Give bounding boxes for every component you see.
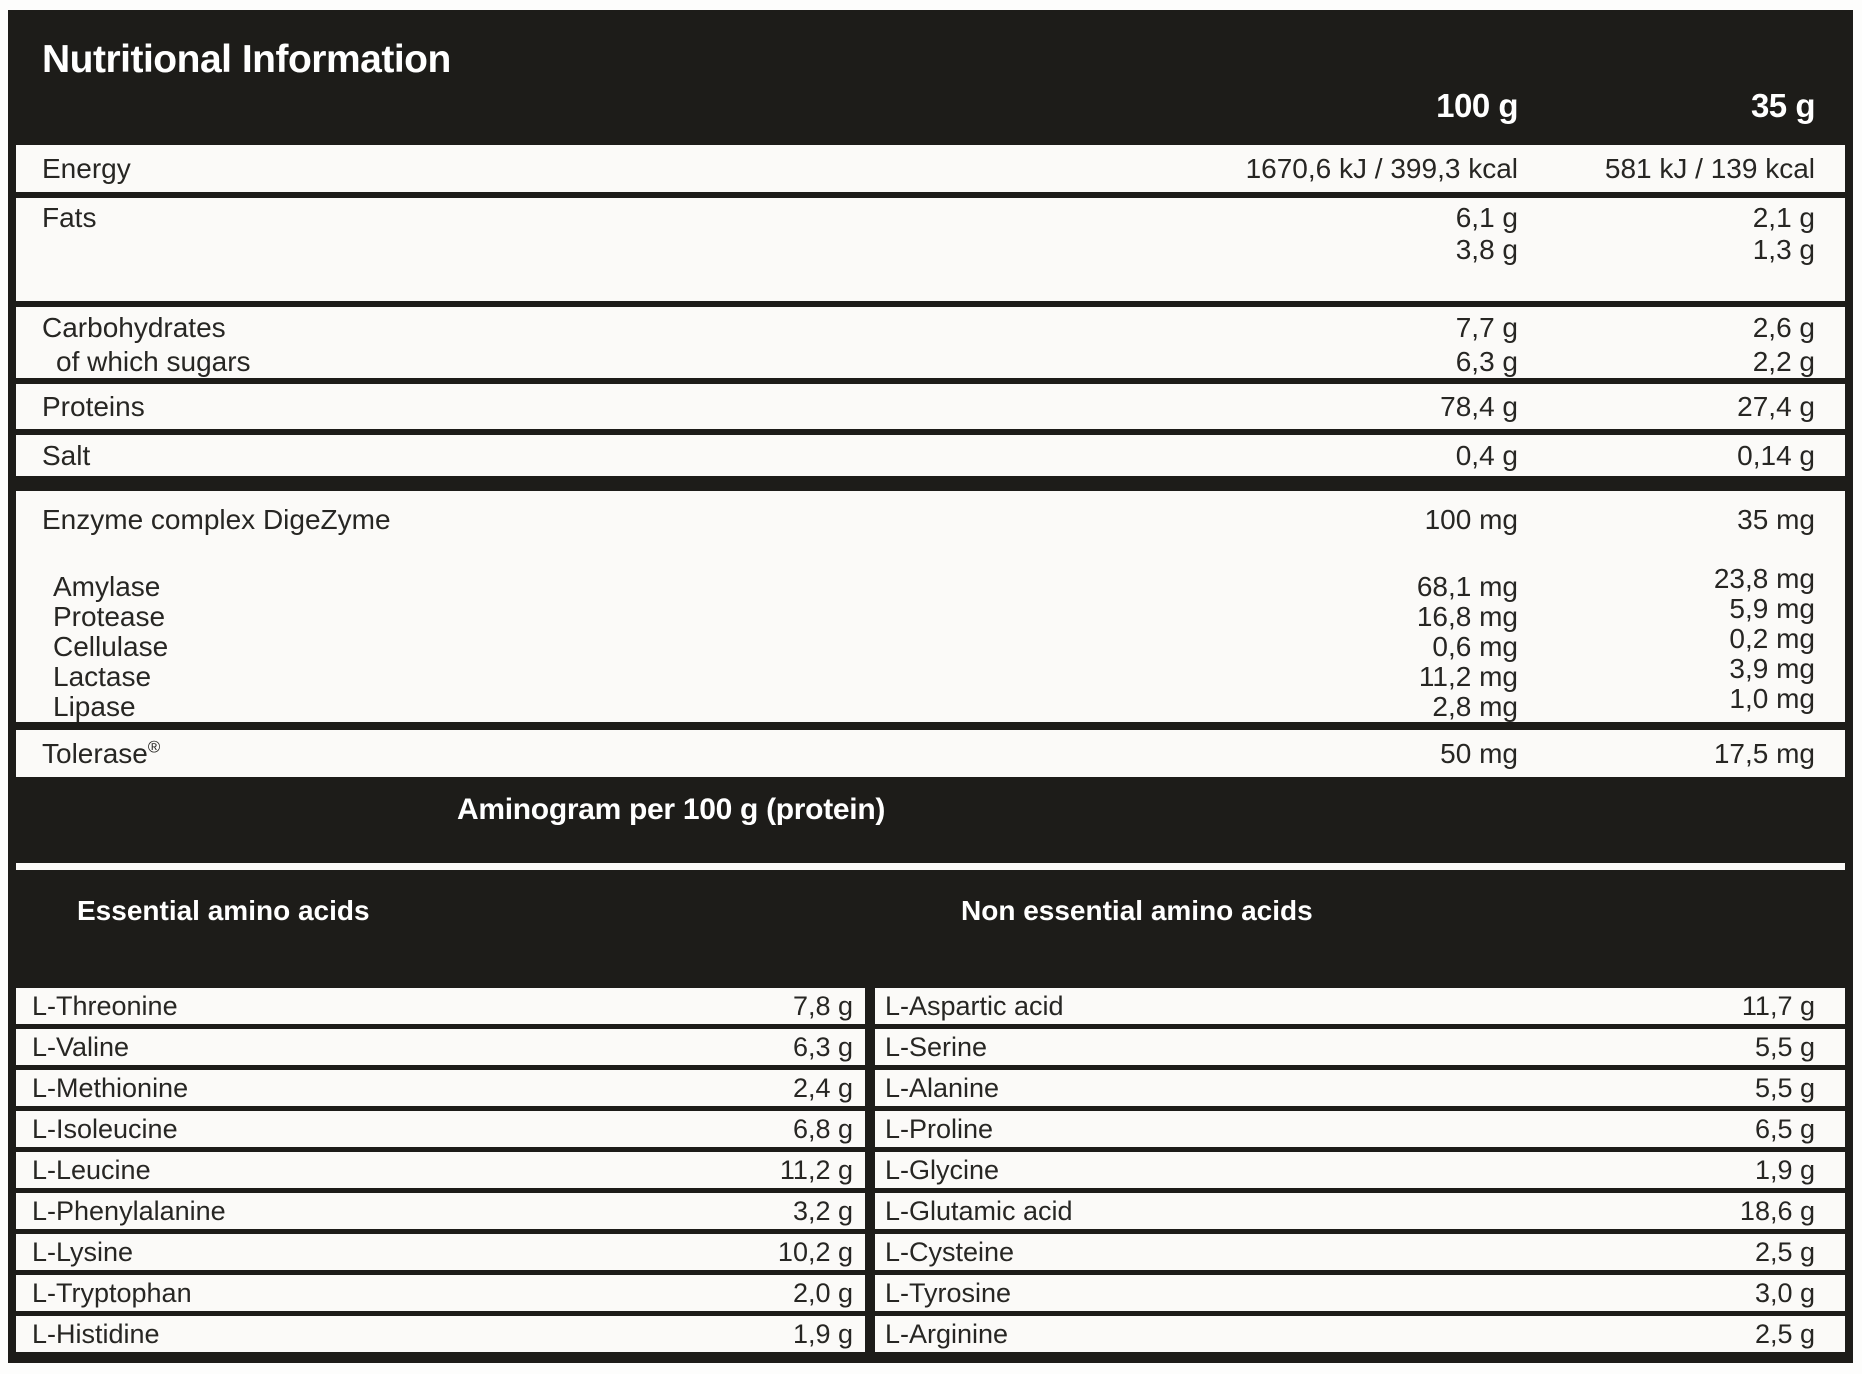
row-label: of which sugars — [56, 345, 251, 377]
value-100g: 78,4 g — [1440, 391, 1518, 422]
enzyme-labels — [16, 572, 1105, 722]
value-35g: 23,8 mg — [1713, 563, 1815, 594]
nutrition-row-energy — [16, 145, 1845, 192]
amino-name: L-Threonine — [32, 991, 178, 1021]
table-row — [875, 1029, 1845, 1070]
amino-name: L-Phenylalanine — [32, 1196, 226, 1226]
value-35g: 35 mg — [1737, 504, 1815, 535]
value-100g: 68,1 mg — [1416, 571, 1518, 602]
nutrition-row-sugars — [16, 344, 1845, 378]
amino-value: 11,7 g — [1741, 991, 1815, 1021]
aminogram-band — [16, 777, 1845, 988]
amino-value: 3,2 g — [792, 1196, 853, 1226]
value-35g: 17,5 mg — [1713, 738, 1815, 769]
value-100g: 0,4 g — [1455, 440, 1518, 471]
amino-name: L-Proline — [885, 1114, 994, 1144]
table-row — [16, 1111, 865, 1152]
amino-value: 5,5 g — [1754, 1032, 1815, 1062]
value-100g: 1670,6 kJ / 399,3 kcal — [1245, 153, 1518, 184]
nutrition-table — [16, 145, 1845, 777]
value-35g: 0,14 g — [1737, 440, 1815, 471]
registered-mark: ® — [147, 737, 161, 757]
value-35g: 27,4 g — [1737, 391, 1815, 422]
value-100g: 0,6 mg — [1432, 631, 1518, 662]
value-35g: 2,2 g — [1752, 345, 1815, 377]
nutrition-row-proteins — [16, 384, 1845, 429]
amino-name: L-Serine — [885, 1032, 988, 1062]
value-35g: 5,9 mg — [1729, 593, 1815, 624]
amino-name: L-Isoleucine — [32, 1114, 178, 1144]
non-essential-table — [875, 988, 1845, 1352]
value-100g: 100 mg — [1424, 504, 1518, 535]
row-label: Salt — [42, 440, 91, 471]
row-label: Enzyme complex DigeZyme — [42, 504, 391, 535]
amino-value: 5,5 g — [1754, 1073, 1815, 1103]
value-100g: 6,3 g — [1455, 345, 1518, 377]
amino-value: 10,2 g — [777, 1237, 853, 1267]
value-100g: 50 mg — [1440, 738, 1518, 769]
value-35g: 2,6 g — [1752, 312, 1815, 343]
column-headers — [16, 86, 1845, 124]
row-label: Lactase — [53, 661, 152, 692]
table-row — [16, 1234, 865, 1275]
table-row — [875, 1316, 1845, 1352]
value-100g: 3,8 g — [1455, 234, 1518, 265]
amino-name: L-Tyrosine — [885, 1278, 1012, 1308]
nutrition-row-carbohydrates — [16, 307, 1845, 344]
amino-value: 2,5 g — [1754, 1319, 1815, 1349]
essential-heading: Essential amino acids — [77, 895, 370, 926]
enzyme-values-35g — [1525, 564, 1845, 714]
table-row — [875, 1111, 1845, 1152]
amino-name: L-Valine — [32, 1032, 130, 1062]
amino-name: L-Tryptophan — [32, 1278, 192, 1308]
aminogram-heading: Aminogram per 100 g (protein) — [457, 793, 886, 826]
amino-name: L-Lysine — [32, 1237, 134, 1267]
spacer — [16, 264, 1845, 301]
column-header-100g: 100 g — [1436, 86, 1518, 124]
table-row — [875, 1070, 1845, 1111]
amino-value: 3,0 g — [1754, 1278, 1815, 1308]
enzyme-values-100g — [1105, 572, 1525, 722]
thick-divider — [16, 476, 1845, 491]
table-row — [875, 1152, 1845, 1193]
aminogram-column-headings — [16, 896, 1845, 926]
amino-value: 6,3 g — [792, 1032, 853, 1062]
table-gap — [865, 988, 875, 1352]
amino-name: L-Leucine — [32, 1155, 151, 1185]
row-label: Lipase — [53, 691, 136, 722]
value-35g: 1,0 mg — [1729, 683, 1815, 714]
row-label: Protease — [53, 601, 166, 632]
table-row — [16, 988, 865, 1029]
amino-name: L-Histidine — [32, 1319, 160, 1349]
amino-value: 1,9 g — [792, 1319, 853, 1349]
nutrition-row-tolerase — [16, 730, 1845, 777]
row-label: Cellulase — [53, 631, 169, 662]
value-100g: 11,2 mg — [1418, 661, 1518, 692]
value-100g: 7,7 g — [1455, 312, 1518, 343]
essential-table — [16, 988, 865, 1352]
table-row — [875, 1234, 1845, 1275]
table-row — [16, 1275, 865, 1316]
nutrition-row-salt — [16, 435, 1845, 476]
amino-name: L-Cysteine — [885, 1237, 1015, 1267]
row-label: Fats — [42, 202, 97, 233]
amino-value: 18,6 g — [1739, 1196, 1815, 1226]
amino-value: 11,2 g — [779, 1155, 853, 1185]
row-label: Amylase — [53, 571, 161, 602]
value-35g: 2,1 g — [1752, 202, 1815, 233]
row-label: Carbohydrates — [42, 312, 226, 343]
table-row — [875, 988, 1845, 1029]
amino-name: L-Alanine — [885, 1073, 1000, 1103]
value-100g: 2,8 mg — [1432, 691, 1518, 722]
enzyme-sub-table — [16, 563, 1845, 722]
value-35g: 581 kJ / 139 kcal — [1604, 153, 1815, 184]
amino-value: 6,8 g — [792, 1114, 853, 1144]
amino-value: 6,5 g — [1754, 1114, 1815, 1144]
column-header-35g: 35 g — [1750, 86, 1815, 124]
amino-tables — [16, 988, 1845, 1352]
amino-name: L-Glutamic acid — [885, 1196, 1073, 1226]
row-label: Tolerase® — [42, 737, 161, 769]
table-row — [16, 1152, 865, 1193]
amino-value: 2,0 g — [792, 1278, 853, 1308]
table-row — [16, 1029, 865, 1070]
amino-value: 2,5 g — [1754, 1237, 1815, 1267]
nutrition-label — [8, 10, 1853, 1363]
row-label: Energy — [42, 153, 131, 184]
value-100g: 16,8 mg — [1416, 601, 1518, 632]
amino-value: 7,8 g — [792, 991, 853, 1021]
divider-line-white — [16, 863, 1845, 870]
row-label: Proteins — [42, 391, 145, 422]
table-row — [875, 1275, 1845, 1316]
value-100g: 6,1 g — [1455, 202, 1518, 233]
amino-value: 1,9 g — [1754, 1155, 1815, 1185]
table-row — [16, 1070, 865, 1111]
nutrition-row-enzyme-complex — [16, 491, 1845, 534]
amino-name: L-Aspartic acid — [885, 991, 1064, 1021]
amino-value: 2,4 g — [792, 1073, 853, 1103]
table-row — [16, 1193, 865, 1234]
table-row — [16, 1316, 865, 1352]
divider — [16, 722, 1845, 730]
label-title: Nutritional Information — [42, 38, 451, 81]
table-row — [875, 1193, 1845, 1234]
non-essential-heading: Non essential amino acids — [961, 895, 1313, 926]
amino-name: L-Arginine — [885, 1319, 1009, 1349]
nutrition-row-fats-line2 — [16, 235, 1845, 264]
amino-name: L-Methionine — [32, 1073, 189, 1103]
value-35g: 1,3 g — [1752, 234, 1815, 265]
nutrition-row-fats — [16, 198, 1845, 235]
value-35g: 3,9 mg — [1729, 653, 1815, 684]
value-35g: 0,2 mg — [1729, 623, 1815, 654]
label-header — [16, 10, 1845, 145]
amino-name: L-Glycine — [885, 1155, 1000, 1185]
